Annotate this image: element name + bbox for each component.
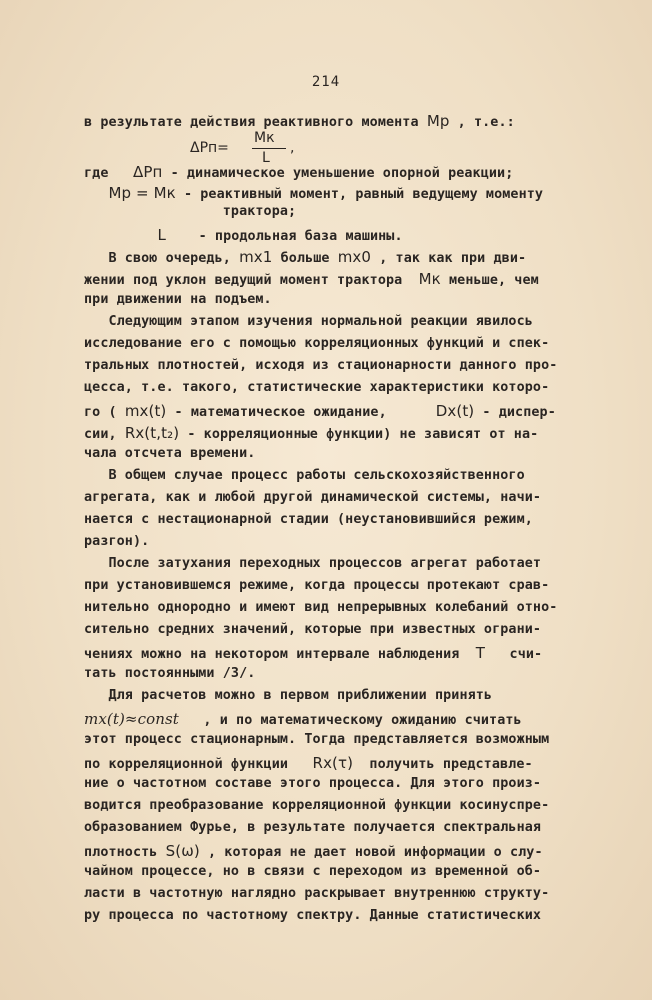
text-line bbox=[84, 820, 541, 835]
text-line bbox=[84, 468, 525, 483]
text-run: - математическое ожидание, bbox=[166, 405, 436, 420]
fraction-bar bbox=[252, 148, 286, 149]
handwritten-symbol: ΔPп bbox=[132, 163, 163, 181]
text-line bbox=[84, 556, 541, 571]
handwritten-symbol: T bbox=[475, 644, 486, 662]
handwritten-symbol: L bbox=[157, 226, 166, 244]
text-line bbox=[84, 534, 149, 549]
handwritten-symbol: Rx(τ) bbox=[312, 754, 354, 772]
text-run: этот процесс стационарным. Тогда представляется возможным bbox=[84, 732, 550, 747]
text-line bbox=[84, 402, 556, 420]
formula-tail: , bbox=[290, 140, 295, 156]
text-run: при движении на подъем. bbox=[84, 292, 272, 307]
text-run: чениях можно на некотором интервале наблюдения bbox=[84, 647, 476, 662]
text-line bbox=[84, 248, 526, 266]
handwritten-formula: mx(t)≈const bbox=[84, 710, 179, 728]
text-line bbox=[84, 314, 533, 329]
handwritten-symbol: Mр = Mк bbox=[108, 184, 176, 202]
text-run: ласти в частотную наглядно раскрывает внутреннюю структу- bbox=[84, 886, 550, 901]
text-run: где bbox=[84, 166, 133, 181]
text-run: цесса, т.е. такого, статистические характеристики которо- bbox=[84, 380, 550, 395]
text-line bbox=[84, 578, 549, 593]
page-number: 214 bbox=[311, 74, 341, 90]
text-line bbox=[84, 600, 557, 615]
text-line bbox=[84, 644, 542, 662]
text-run: - реактивный момент, равный ведущему моменту bbox=[175, 187, 544, 202]
text-line bbox=[84, 358, 557, 373]
text-run: водится преобразование корреляционной функции косинуспре- bbox=[84, 798, 550, 813]
text-run: - динамическое уменьшение опорной реакции; bbox=[162, 166, 514, 181]
handwritten-symbol: mx0 bbox=[337, 248, 372, 266]
text-run: ние о частотном составе этого процесса. Для этого произ- bbox=[84, 776, 542, 791]
text-run: В свою очередь, bbox=[84, 251, 240, 266]
text-run: разгон). bbox=[84, 534, 150, 549]
text-run: ру процесса по частотному спектру. Данные статистических bbox=[84, 908, 542, 923]
formula-lhs: ΔPп= bbox=[190, 140, 229, 156]
text-run: чайном процессе, но в связи с переходом из временной об- bbox=[84, 864, 542, 879]
text-line bbox=[84, 666, 255, 681]
text-line bbox=[84, 886, 549, 901]
text-run: тать постоянными /3/. bbox=[84, 666, 256, 681]
text-run: в результате действия реактивного момента bbox=[84, 115, 427, 130]
text-run: тральных плотностей, исходя из стационарности данного про- bbox=[84, 358, 558, 373]
text-run: После затухания переходных процессов агрегат работает bbox=[84, 556, 542, 571]
text-run: трактора; bbox=[84, 204, 297, 219]
text-run: В общем случае процесс работы сельскохозяйственного bbox=[84, 468, 525, 483]
text-run: агрегата, как и любой другой динамической системы, начи- bbox=[84, 490, 542, 505]
text-run bbox=[84, 187, 109, 202]
text-line bbox=[84, 336, 549, 351]
text-line bbox=[84, 798, 549, 813]
text-run: больше bbox=[272, 251, 338, 266]
text-line bbox=[84, 270, 539, 288]
text-line bbox=[84, 112, 515, 130]
text-line bbox=[84, 204, 296, 219]
text-line bbox=[84, 908, 541, 923]
text-run: нительно однородно и имеют вид непрерывных колебаний отно- bbox=[84, 600, 558, 615]
text-run: , которая не дает новой информации о слу- bbox=[199, 845, 543, 860]
text-run: , и по математическому ожиданию считать bbox=[178, 713, 522, 728]
text-run: сительно средних значений, которые при известных ограни- bbox=[84, 622, 542, 637]
text-line bbox=[84, 163, 513, 181]
text-run: чала отсчета времени. bbox=[84, 446, 256, 461]
text-run: образованием Фурье, в результате получается спектральная bbox=[84, 820, 542, 835]
text-line bbox=[84, 490, 541, 505]
handwritten-symbol: Mк bbox=[418, 270, 441, 288]
handwritten-symbol: Rx(t,t₂) bbox=[124, 424, 180, 442]
text-run: сии, bbox=[84, 427, 125, 442]
text-line bbox=[84, 622, 541, 637]
text-line bbox=[84, 710, 522, 728]
text-line bbox=[84, 776, 541, 791]
text-run: - диспер- bbox=[474, 405, 556, 420]
text-run: нается с нестационарной стадии (неустановившийся режим, bbox=[84, 512, 533, 527]
text-line bbox=[84, 842, 543, 860]
text-line bbox=[84, 184, 543, 202]
text-run: - корреляционные функции) не зависят от на- bbox=[179, 427, 539, 442]
text-line bbox=[84, 754, 533, 772]
text-run: исследование его с помощью корреляционных функций и спек- bbox=[84, 336, 550, 351]
text-run: плотность bbox=[84, 845, 166, 860]
handwritten-symbol: mx1 bbox=[239, 248, 273, 266]
text-line bbox=[84, 512, 533, 527]
text-run: Следующим этапом изучения нормальной реакции явилось bbox=[84, 314, 533, 329]
text-run: , так как при дви- bbox=[371, 251, 527, 266]
text-run: меньше, чем bbox=[440, 273, 539, 288]
text-run: при установившемся режиме, когда процессы протекают срав- bbox=[84, 578, 550, 593]
text-run: по корреляционной функции bbox=[84, 757, 313, 772]
text-run: получить представле- bbox=[353, 757, 533, 772]
text-run: Для расчетов можно в первом приближении принять bbox=[84, 688, 493, 703]
text-line bbox=[84, 864, 541, 879]
text-line bbox=[84, 226, 403, 244]
text-line bbox=[84, 380, 549, 395]
text-run: счи- bbox=[485, 647, 543, 662]
handwritten-symbol: mx(t) bbox=[124, 402, 167, 420]
text-line bbox=[84, 688, 492, 703]
text-run: - продольная база машины. bbox=[165, 229, 403, 244]
text-line bbox=[84, 424, 538, 442]
text-run bbox=[84, 229, 157, 244]
text-run: жении под уклон ведущий момент трактора bbox=[84, 273, 419, 288]
text-run: , т.е.: bbox=[449, 115, 515, 130]
handwritten-symbol: S(ω) bbox=[165, 842, 200, 860]
text-line bbox=[84, 732, 549, 747]
text-line bbox=[84, 446, 255, 461]
text-line bbox=[84, 292, 272, 307]
handwritten-symbol: Mр bbox=[426, 112, 450, 130]
text-run: го ( bbox=[84, 405, 125, 420]
formula-denominator: L bbox=[262, 150, 270, 166]
formula-numerator: Mк bbox=[254, 130, 275, 146]
handwritten-symbol: Dx(t) bbox=[435, 402, 475, 420]
